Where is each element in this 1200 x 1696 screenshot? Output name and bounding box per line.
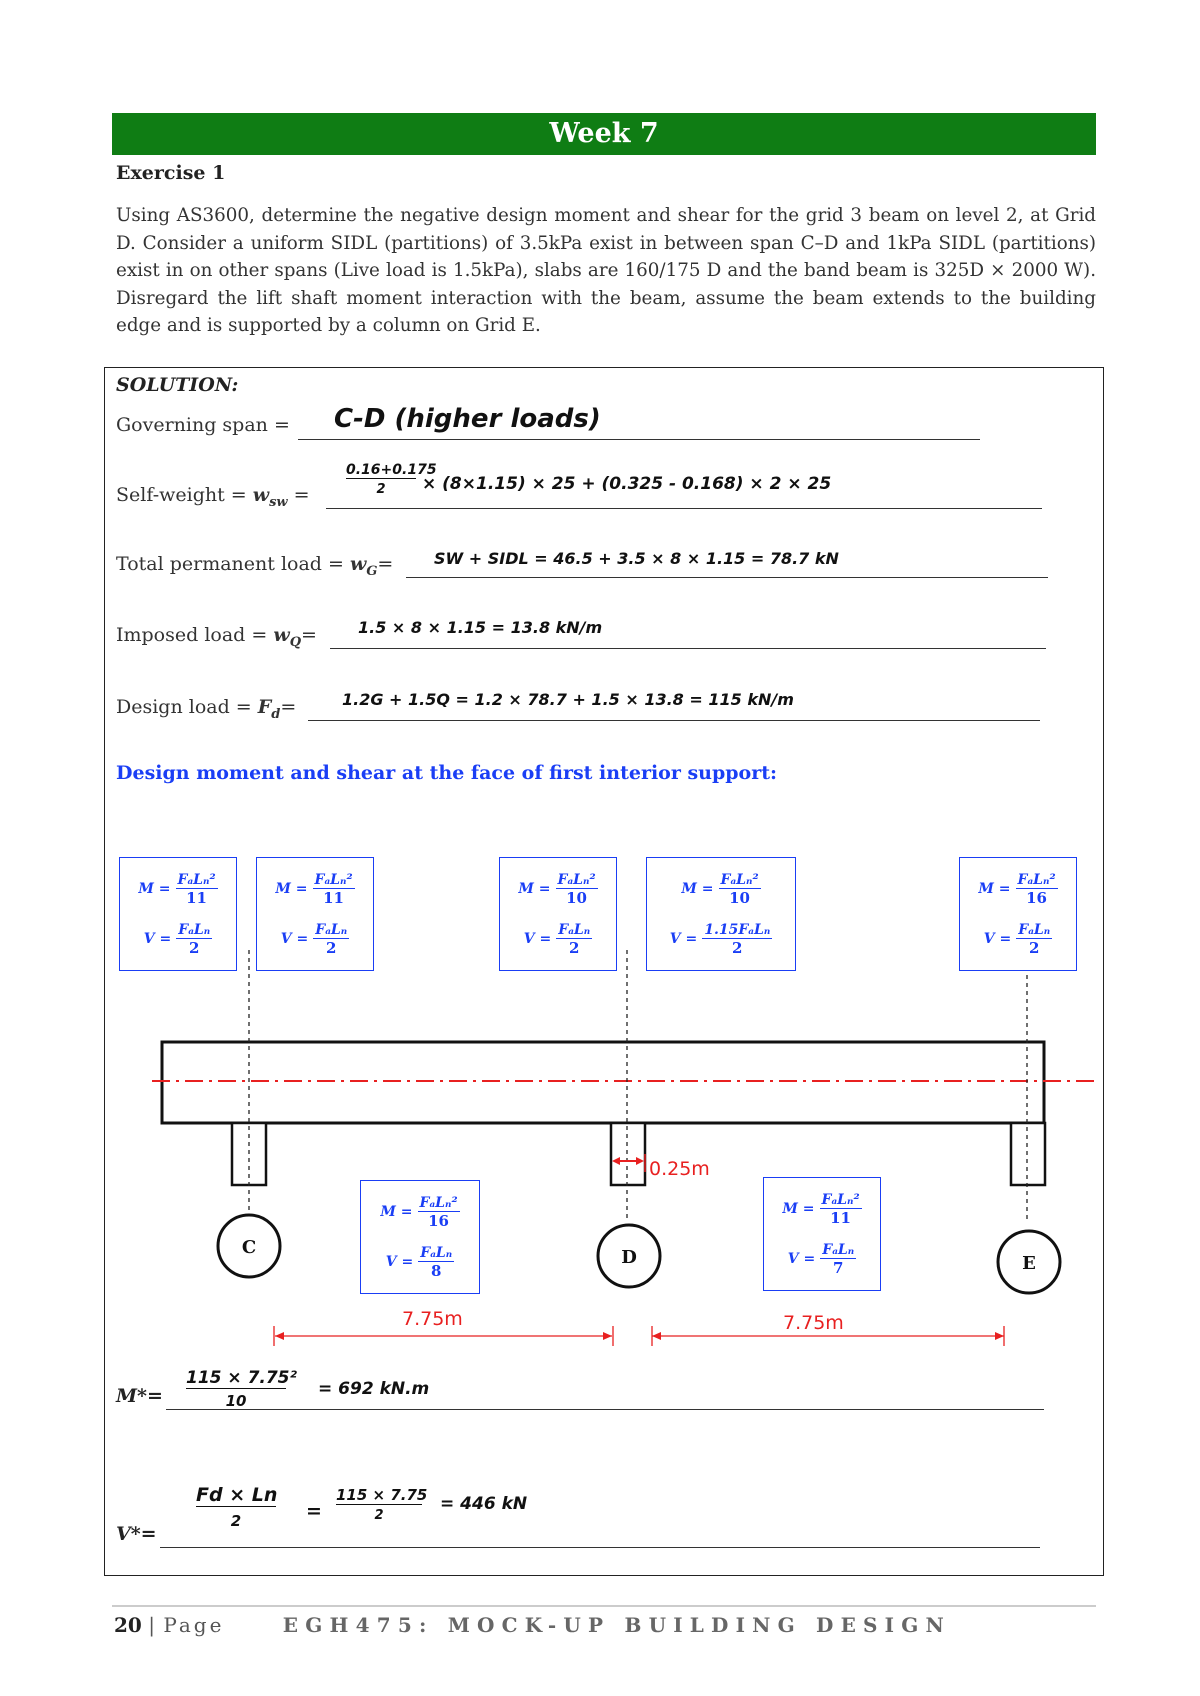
week-banner: Week 7 bbox=[112, 113, 1096, 155]
footer-separator: | bbox=[148, 1613, 155, 1637]
page-word: Page bbox=[163, 1613, 225, 1637]
v-star-line bbox=[160, 1547, 1040, 1548]
selfweight-answer: × (8×1.15) × 25 + (0.325 - 0.168) × 2 × 25 bbox=[422, 474, 832, 494]
governing-span-answer: C-D (higher loads) bbox=[334, 404, 601, 434]
moment-denominator: 16 bbox=[1026, 888, 1047, 907]
exercise-title: Exercise 1 bbox=[116, 162, 226, 184]
moment-numerator: FₐLₙ² bbox=[821, 1191, 860, 1208]
span-cd-arrow-right bbox=[603, 1332, 612, 1340]
shear-numerator: FₐLₙ bbox=[822, 1241, 855, 1258]
formula-box bbox=[646, 857, 796, 971]
m-star-answer: = 692 kN.m bbox=[318, 1379, 430, 1399]
shear-label: V = bbox=[669, 931, 698, 947]
shear-fraction bbox=[1016, 922, 1052, 957]
moment-numerator: FₐLₙ² bbox=[557, 871, 596, 888]
moment-label: M = bbox=[138, 881, 171, 897]
moment-fraction bbox=[313, 872, 355, 907]
shear-formula bbox=[361, 1239, 479, 1285]
grid-label-c: C bbox=[241, 1237, 257, 1258]
shear-fraction bbox=[556, 922, 592, 957]
moment-numerator: FₐLₙ² bbox=[177, 871, 216, 888]
page-footer bbox=[114, 1613, 951, 1637]
shear-numerator: FₐLₙ bbox=[420, 1244, 453, 1261]
shear-label: V = bbox=[787, 1251, 816, 1267]
m-star-denominator: 10 bbox=[225, 1392, 247, 1410]
page-number: 20 bbox=[114, 1613, 142, 1637]
m-star-label: M*= bbox=[116, 1385, 163, 1407]
moment-denominator: 10 bbox=[729, 888, 750, 907]
solution-title: SOLUTION: bbox=[116, 374, 239, 396]
v-star-denominator-2: 2 bbox=[374, 1508, 384, 1523]
footer-rule bbox=[112, 1605, 1096, 1607]
shear-formula bbox=[500, 916, 616, 962]
face-dimension-label: 0.25m bbox=[649, 1158, 710, 1180]
shear-denominator: 2 bbox=[1029, 938, 1040, 957]
shear-numerator: 1.15FₐLₙ bbox=[704, 921, 771, 938]
exercise-text: Using AS3600, determine the negative design moment and shear for the grid 3 beam on level 2, at Grid D. Consider a uniform SIDL (partitions) of 3.5kPa exist in between span C–D and 1kPa SIDL (partitions) exist in on other spans (Live load is 1.5kPa), slabs are 160/175 D and the band beam is 325D × 2000 W). Disregard the lift shaft moment interaction with the beam, assume the beam extends to the building edge and is supported by a column on Grid E. bbox=[116, 205, 1096, 337]
moment-denominator: 11 bbox=[323, 888, 344, 907]
shear-numerator: FₐLₙ bbox=[315, 921, 348, 938]
moment-label: M = bbox=[275, 881, 308, 897]
span-de-label: 7.75m bbox=[783, 1312, 844, 1334]
moment-denominator: 11 bbox=[186, 888, 207, 907]
shear-numerator: FₐLₙ bbox=[558, 921, 591, 938]
moment-numerator: FₐLₙ² bbox=[720, 871, 759, 888]
moment-fraction bbox=[820, 1192, 862, 1227]
moment-fraction bbox=[176, 872, 218, 907]
shear-formula bbox=[120, 916, 236, 962]
band-beam bbox=[162, 1042, 1044, 1123]
moment-formula bbox=[500, 866, 616, 912]
imposed-load-answer: 1.5 × 8 × 1.15 = 13.8 kN/m bbox=[358, 618, 603, 637]
grid-label-d: D bbox=[621, 1247, 637, 1268]
moment-label: M = bbox=[782, 1201, 815, 1217]
v-star-answer: = 446 kN bbox=[440, 1494, 528, 1514]
moment-numerator: FₐLₙ² bbox=[1017, 871, 1056, 888]
design-load-label: Design load = $F_d=$ bbox=[116, 696, 297, 722]
formula-box bbox=[119, 857, 237, 971]
moment-label: M = bbox=[380, 1204, 413, 1220]
moment-numerator: FₐLₙ² bbox=[314, 871, 353, 888]
shear-formula bbox=[647, 916, 795, 962]
formula-box bbox=[959, 857, 1077, 971]
column-d bbox=[611, 1123, 645, 1185]
formula-box bbox=[499, 857, 617, 971]
grid-label-e: E bbox=[1022, 1253, 1036, 1274]
formula-box bbox=[763, 1177, 881, 1291]
m-star-numerator: 115 × 7.75² bbox=[186, 1368, 297, 1388]
shear-denominator: 2 bbox=[189, 938, 200, 957]
shear-formula bbox=[257, 916, 373, 962]
moment-denominator: 11 bbox=[830, 1208, 851, 1227]
column-e bbox=[1011, 1123, 1045, 1185]
span-de-arrow-right bbox=[995, 1332, 1004, 1340]
governing-span-label: Governing span = bbox=[116, 414, 290, 436]
moment-fraction bbox=[1016, 872, 1058, 907]
shear-numerator: FₐLₙ bbox=[178, 921, 211, 938]
span-cd-arrow-left bbox=[275, 1332, 284, 1340]
moment-formula bbox=[120, 866, 236, 912]
shear-label: V = bbox=[983, 931, 1012, 947]
moment-denominator: 16 bbox=[428, 1211, 449, 1230]
shear-fraction bbox=[820, 1242, 856, 1277]
shear-fraction bbox=[313, 922, 349, 957]
shear-denominator: 2 bbox=[732, 938, 743, 957]
selfweight-fraction-denominator: 2 bbox=[376, 482, 386, 497]
v-star-numerator: Fd × Ln bbox=[196, 1484, 278, 1506]
moment-formula bbox=[257, 866, 373, 912]
selfweight-label: Self-weight = $w_{sw}$ = bbox=[116, 484, 310, 510]
v-star-label: V*= bbox=[116, 1523, 157, 1545]
permanent-load-label: Total permanent load = $w_G=$ bbox=[116, 553, 394, 579]
shear-label: V = bbox=[143, 931, 172, 947]
selfweight-fraction-numerator: 0.16+0.175 bbox=[346, 462, 437, 478]
formula-box bbox=[360, 1180, 480, 1294]
moment-formula bbox=[960, 866, 1076, 912]
formula-box bbox=[256, 857, 374, 971]
span-cd-label: 7.75m bbox=[402, 1308, 463, 1330]
moment-denominator: 10 bbox=[566, 888, 587, 907]
shear-denominator: 8 bbox=[431, 1261, 442, 1280]
design-moment-heading: Design moment and shear at the face of first interior support: bbox=[116, 762, 778, 784]
v-star-numerator-2: 115 × 7.75 bbox=[336, 1486, 428, 1504]
shear-label: V = bbox=[280, 931, 309, 947]
shear-denominator: 2 bbox=[569, 938, 580, 957]
moment-label: M = bbox=[978, 881, 1011, 897]
permanent-load-answer: SW + SIDL = 46.5 + 3.5 × 8 × 1.15 = 78.7 kN bbox=[434, 549, 839, 568]
imposed-load-label: Imposed load = $w_Q=$ bbox=[116, 624, 317, 650]
span-de-arrow-left bbox=[652, 1332, 661, 1340]
moment-formula bbox=[764, 1186, 880, 1232]
shear-numerator: FₐLₙ bbox=[1018, 921, 1051, 938]
moment-fraction bbox=[556, 872, 598, 907]
m-star-line bbox=[166, 1409, 1044, 1410]
shear-label: V = bbox=[385, 1254, 414, 1270]
shear-fraction bbox=[702, 922, 772, 957]
shear-fraction bbox=[176, 922, 212, 957]
moment-formula bbox=[361, 1189, 479, 1235]
moment-formula bbox=[647, 866, 795, 912]
shear-denominator: 7 bbox=[833, 1258, 844, 1277]
moment-fraction bbox=[719, 872, 761, 907]
moment-fraction bbox=[418, 1195, 460, 1230]
shear-label: V = bbox=[523, 931, 552, 947]
design-load-answer: 1.2G + 1.5Q = 1.2 × 78.7 + 1.5 × 13.8 = 115 kN/m bbox=[342, 690, 794, 709]
moment-label: M = bbox=[518, 881, 551, 897]
course-title: EGH475: MOCK-UP BUILDING DESIGN bbox=[282, 1613, 951, 1637]
v-star-equals: = bbox=[306, 1500, 322, 1522]
shear-denominator: 2 bbox=[326, 938, 337, 957]
v-star-denominator: 2 bbox=[230, 1512, 242, 1530]
shear-formula bbox=[960, 916, 1076, 962]
moment-numerator: FₐLₙ² bbox=[419, 1194, 458, 1211]
shear-fraction bbox=[418, 1245, 454, 1280]
moment-label: M = bbox=[681, 881, 714, 897]
shear-formula bbox=[764, 1236, 880, 1282]
